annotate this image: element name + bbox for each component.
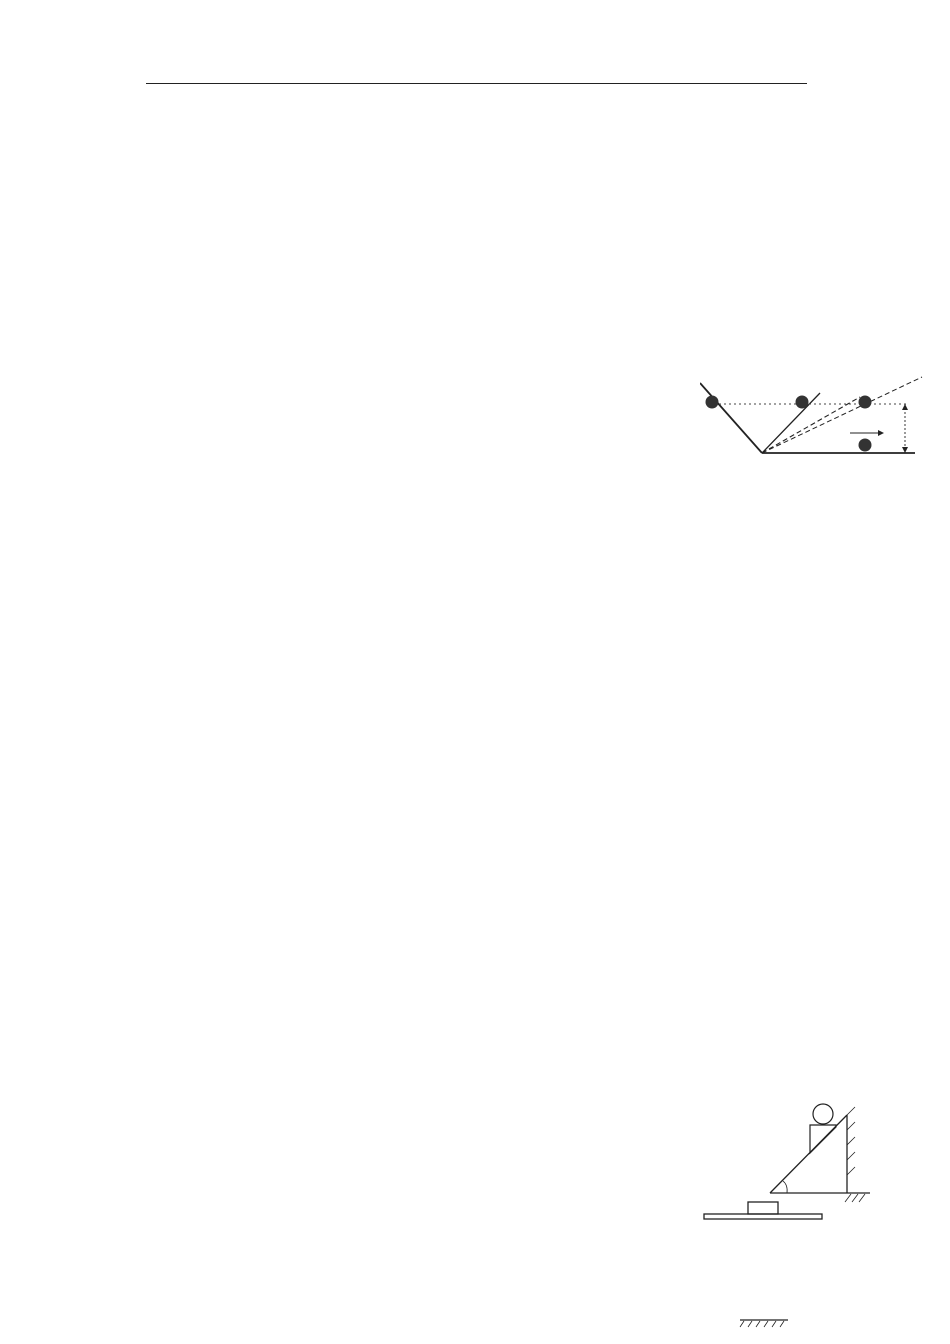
wedge-incline-figure [765,1095,875,1205]
galileo-incline-figure [700,375,930,460]
spring-figure [700,1195,830,1344]
header-rule [146,83,807,84]
